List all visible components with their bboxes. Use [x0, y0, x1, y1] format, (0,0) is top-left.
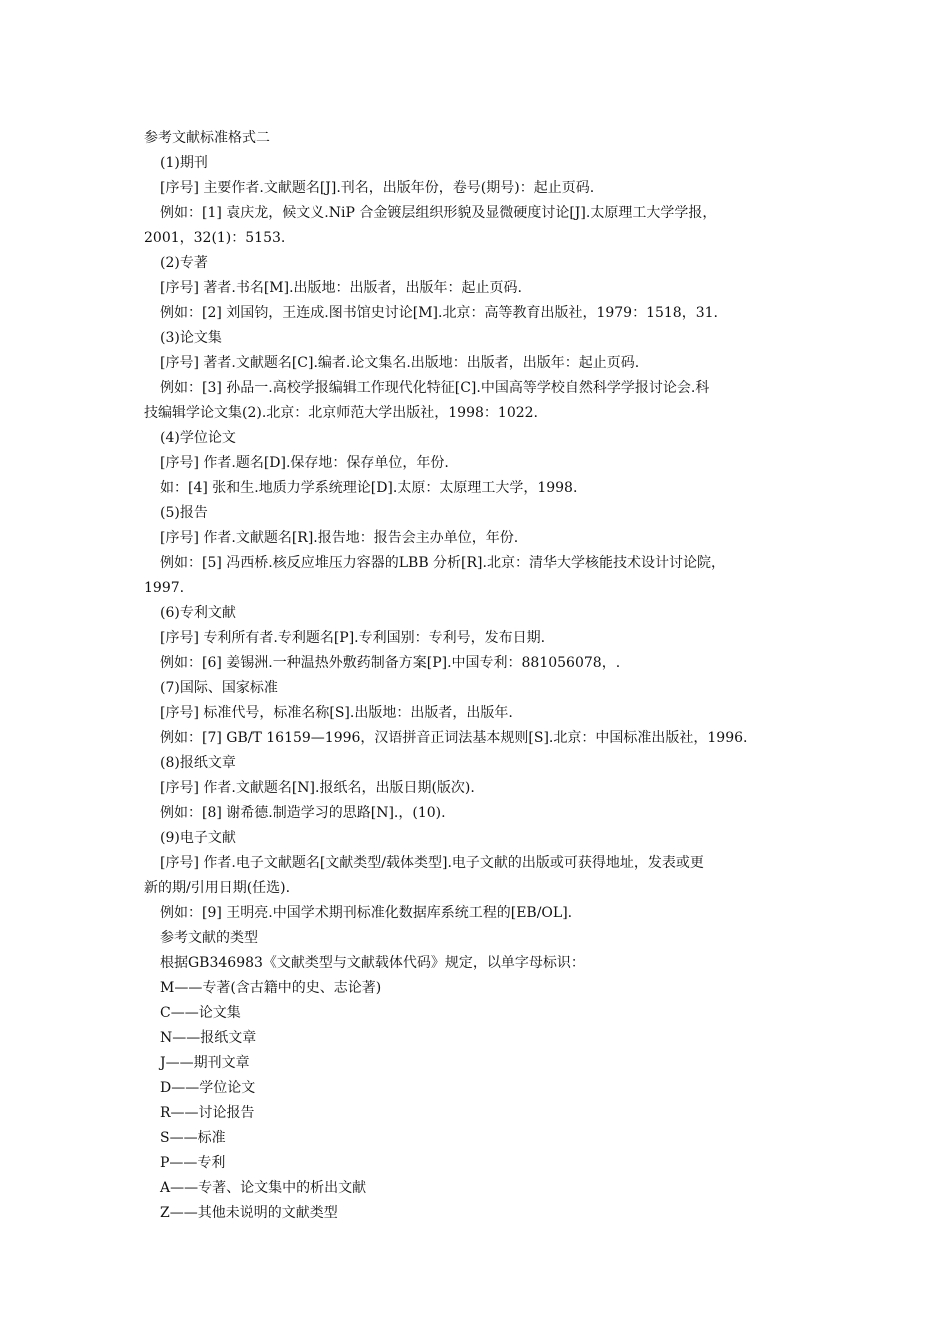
text-line: [序号] 作者.文献题名[R].报告地：报告会主办单位，年份. — [160, 530, 519, 546]
document-body — [144, 126, 808, 1226]
text-line: R——讨论报告 — [160, 1105, 255, 1121]
text-line: M——专著(含古籍中的史、志论著) — [160, 980, 382, 996]
text-line: 如：[4] 张和生.地质力学系统理论[D].太原：太原理工大学，1998. — [160, 480, 578, 496]
text-line: (3)论文集 — [160, 330, 222, 346]
text-line: P——专利 — [160, 1155, 226, 1171]
text-line: Z——其他未说明的文献类型 — [160, 1205, 338, 1221]
text-line: 参考文献的类型 — [160, 930, 258, 946]
text-line: [序号] 标准代号，标准名称[S].出版地：出版者，出版年. — [160, 705, 513, 721]
text-line: [序号] 作者.题名[D].保存地：保存单位，年份. — [160, 455, 449, 471]
text-line: (7)国际、国家标准 — [160, 680, 278, 696]
text-line: 例如：[9] 王明亮.中国学术期刊标准化数据库系统工程的[EB/OL]. — [160, 905, 573, 921]
text-line: C——论文集 — [160, 1005, 241, 1021]
text-line: D——学位论文 — [160, 1080, 256, 1096]
text-line: 例如：[7] GB/T 16159—1996，汉语拼音正词法基本规则[S].北京：中国标准出版社，1996. — [160, 730, 748, 746]
text-line: 1997. — [144, 580, 185, 596]
text-line: (4)学位论文 — [160, 430, 236, 446]
text-line: 新的期/引用日期(任选). — [144, 880, 291, 896]
text-line: 技编辑学论文集(2).北京：北京师范大学出版社，1998：1022. — [144, 405, 538, 421]
text-line: (8)报纸文章 — [160, 755, 236, 771]
text-line: (2)专著 — [160, 255, 208, 271]
text-line: 例如：[2] 刘国钧，王连成.图书馆史讨论[M].北京：高等教育出版社，1979：1518，31. — [160, 305, 718, 321]
text-line: [序号] 主要作者.文献题名[J].刊名，出版年份，卷号(期号)：起止页码. — [160, 180, 595, 196]
text-line: (6)专利文献 — [160, 605, 236, 621]
text-line: (5)报告 — [160, 505, 208, 521]
text-line: 例如：[1] 袁庆龙，候文义.NiP 合金镀层组织形貌及显微硬度讨论[J].太原理工大学学报， — [160, 205, 717, 221]
text-line: J——期刊文章 — [160, 1055, 250, 1071]
text-line: 例如：[8] 谢希德.制造学习的思路[N].，(10). — [160, 805, 446, 821]
text-line: S——标准 — [160, 1130, 226, 1146]
text-line: 根据GB346983《文献类型与文献载体代码》规定，以单字母标识： — [160, 955, 585, 971]
text-line: [序号] 作者.电子文献题名[文献类型/载体类型].电子文献的出版或可获得地址，发表或更 — [160, 855, 704, 871]
text-line: 例如：[5] 冯西桥.核反应堆压力容器的LBB 分析[R].北京：清华大学核能技术设计讨论院， — [160, 555, 725, 571]
text-line: [序号] 著者.书名[M].出版地：出版者，出版年：起止页码. — [160, 280, 522, 296]
text-line: A——专著、论文集中的析出文献 — [160, 1180, 367, 1196]
text-line: 例如：[3] 孙品一.高校学报编辑工作现代化特征[C].中国高等学校自然科学学报讨论会.科 — [160, 380, 710, 396]
text-line: (1)期刊 — [160, 155, 208, 171]
text-line: [序号] 著者.文献题名[C].编者.论文集名.出版地：出版者，出版年：起止页码. — [160, 355, 640, 371]
text-line: [序号] 作者.文献题名[N].报纸名，出版日期(版次). — [160, 780, 475, 796]
text-line: 2001，32(1)：5153. — [144, 230, 286, 246]
document-lines — [144, 151, 808, 1226]
text-line: (9)电子文献 — [160, 830, 236, 846]
text-line: [序号] 专利所有者.专利题名[P].专利国别：专利号，发布日期. — [160, 630, 546, 646]
text-line: 例如：[6] 姜锡洲.一种温热外敷药制备方案[P].中国专利：881056078，. — [160, 655, 621, 671]
document-title: 参考文献标准格式二 — [144, 130, 270, 146]
text-line: N——报纸文章 — [160, 1030, 257, 1046]
